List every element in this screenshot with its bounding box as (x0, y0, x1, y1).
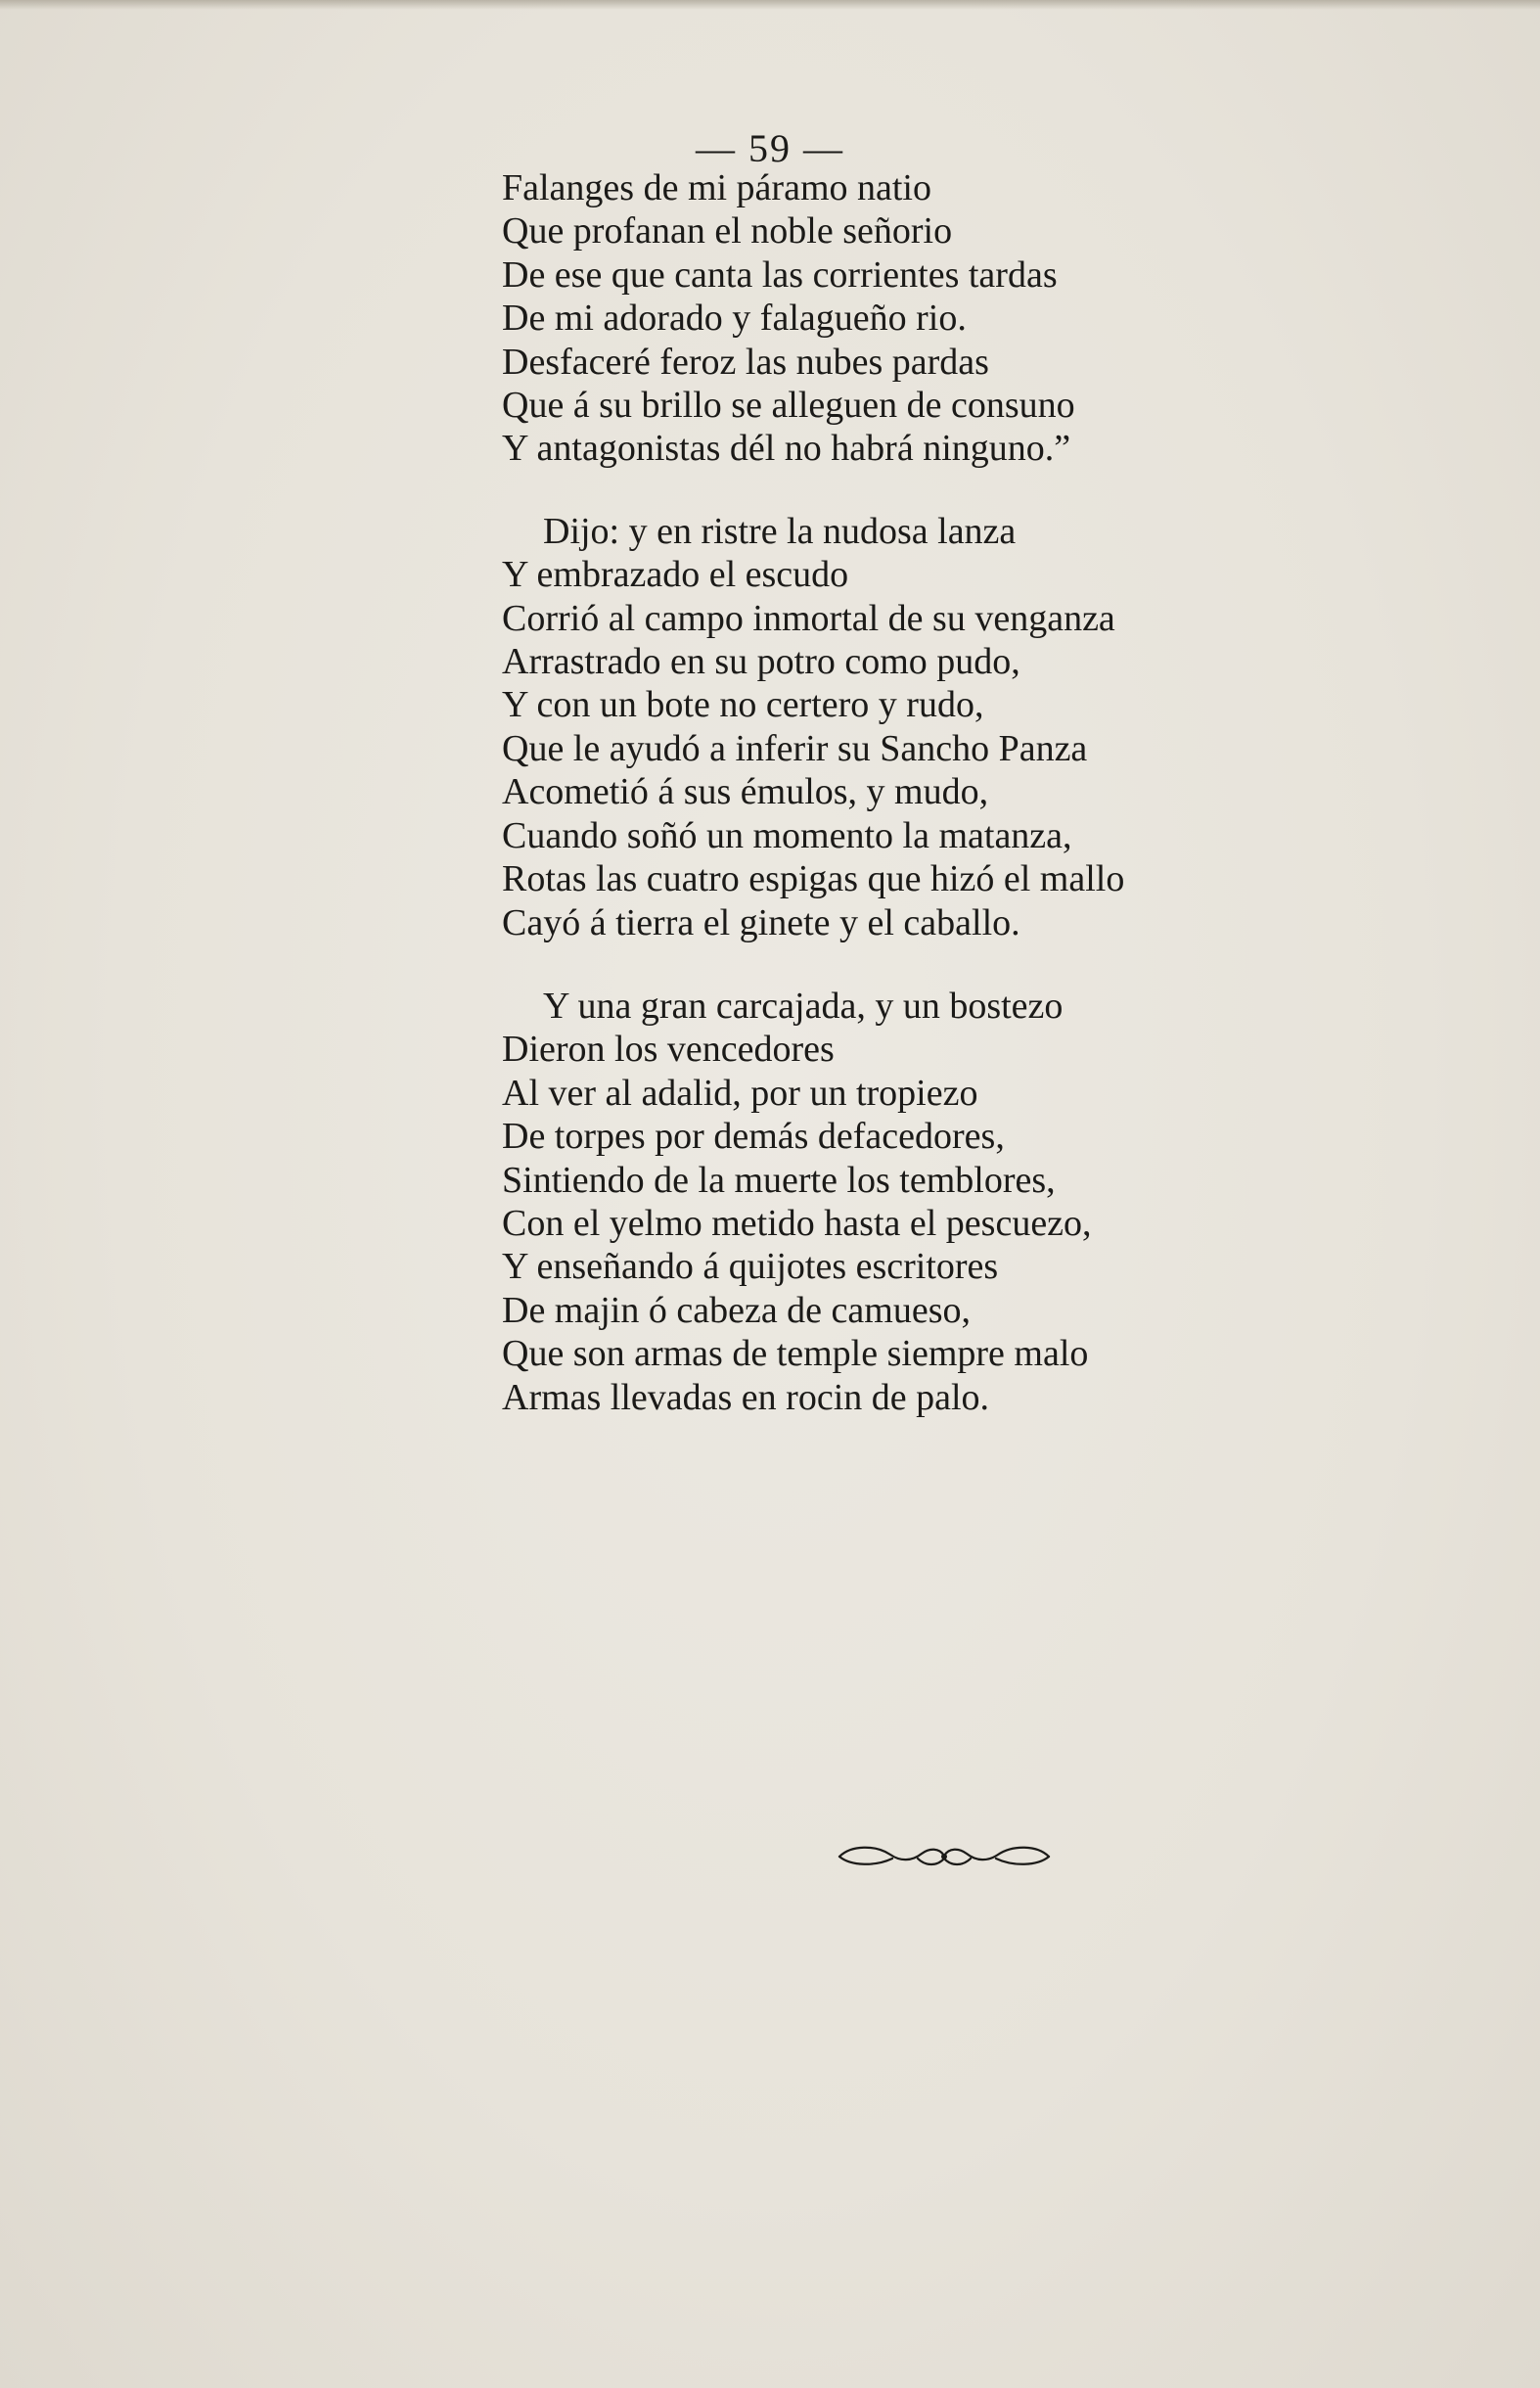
poem-line: De torpes por demás defacedores, (502, 1116, 1005, 1158)
stanza-3 (502, 985, 1382, 1419)
poem-line: Corrió al campo inmortal de su venganza (502, 597, 1115, 639)
poem-line: Que profanan el noble señorio (502, 210, 953, 253)
poem-line: Dijo: y en ristre la nudosa lanza (543, 510, 1017, 552)
page-number: — 59 — (696, 126, 844, 170)
poem-line: Rotas las cuatro espigas que hizó el mallo (502, 858, 1125, 900)
poem-line: Y embrazado el escudo (502, 554, 849, 596)
poem-line: Cayó á tierra el ginete y el caballo. (502, 901, 1020, 943)
poem-line: Falanges de mi páramo natio (502, 167, 931, 208)
stanza-2 (502, 510, 1382, 944)
stanza-1 (502, 166, 1382, 471)
poem (502, 166, 1382, 1419)
poem-line: Con el yelmo metido hasta el pescuezo, (502, 1202, 1092, 1244)
poem-line: Cuando soñó un momento la matanza, (502, 814, 1072, 856)
poem-line: Que son armas de temple siempre malo (502, 1333, 1089, 1375)
poem-line: Dieron los vencedores (502, 1029, 835, 1071)
poem-line: Y antagonistas dél no habrá ninguno.” (502, 428, 1071, 470)
poem-line: Arrastrado en su potro como pudo, (502, 641, 1020, 683)
poem-line: Sintiendo de la muerte los temblores, (502, 1159, 1056, 1201)
poem-line: De mi adorado y falagueño rio. (502, 298, 967, 340)
flourish-ornament-icon (832, 1837, 1057, 1876)
poem-line: Que le ayudó a inferir su Sancho Panza (502, 727, 1088, 769)
poem-line: Y con un bote no certero y rudo, (502, 684, 984, 726)
poem-line: De ese que canta las corrientes tardas (502, 253, 1058, 296)
poem-line: Acometió á sus émulos, y mudo, (502, 771, 989, 813)
poem-line: Que á su brillo se alleguen de consuno (502, 385, 1075, 427)
poem-line: Al ver al adalid, por un tropiezo (502, 1072, 978, 1114)
poem-line: De majin ó cabeza de camueso, (502, 1289, 971, 1331)
poem-line: Y una gran carcajada, y un bostezo (543, 985, 1064, 1027)
page-top-edge (0, 0, 1540, 10)
poem-line: Y enseñando á quijotes escritores (502, 1246, 999, 1288)
poem-line: Desfaceré feroz las nubes pardas (502, 341, 989, 383)
poem-line: Armas llevadas en rocin de palo. (502, 1376, 990, 1418)
